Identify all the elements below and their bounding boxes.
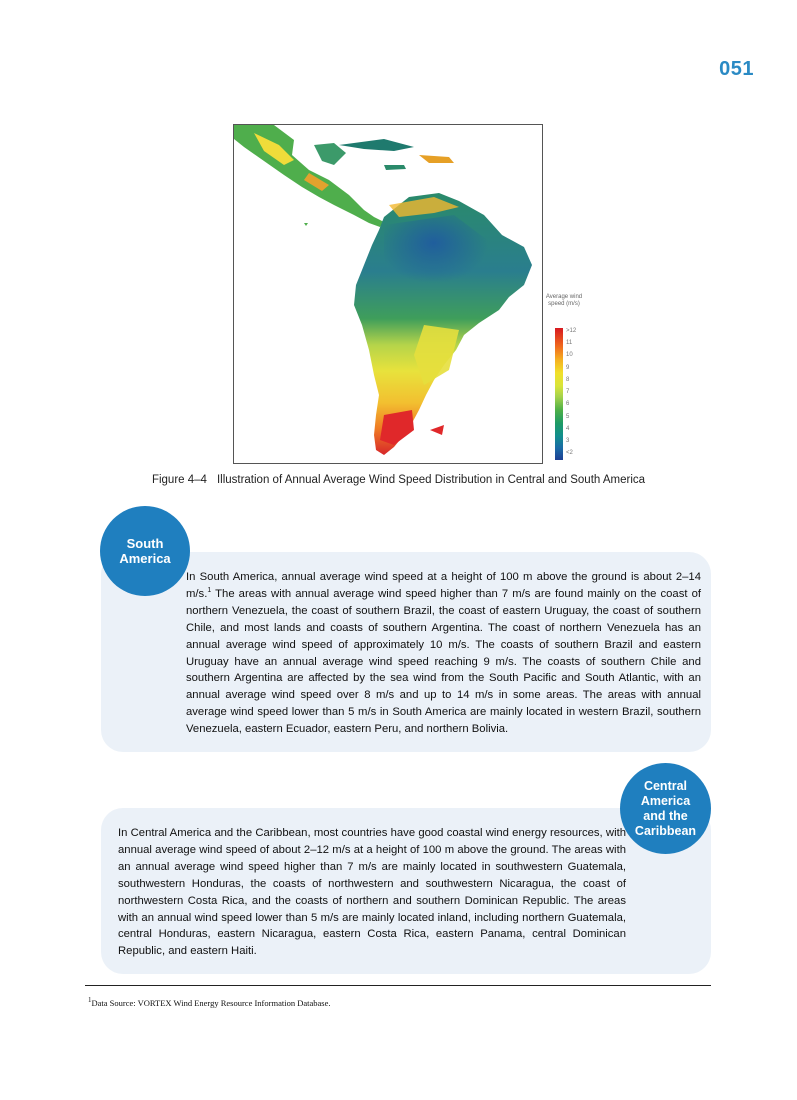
legend-tick: >12 <box>566 328 577 334</box>
legend-tick: 7 <box>566 389 570 395</box>
legend-tick: 11 <box>566 340 573 346</box>
legend-ticks <box>566 328 586 460</box>
footnote-reference[interactable]: 1 <box>207 587 212 595</box>
south-america-badge-label: South America <box>119 536 171 566</box>
figure-caption-text: Illustration of Annual Average Wind Speed Distribution in Central and South America <box>216 474 646 486</box>
legend-tick: 3 <box>566 438 570 444</box>
footnote-text: Data Source: VORTEX Wind Energy Resource Information Database. <box>91 998 331 1008</box>
legend-colorbar <box>555 328 563 460</box>
legend-tick: 6 <box>566 401 570 407</box>
central-america-badge <box>620 763 711 854</box>
south-america-badge <box>100 506 190 596</box>
map-legend <box>545 294 587 456</box>
legend-tick: 8 <box>566 377 570 383</box>
central-america-panel <box>101 808 711 974</box>
figure-number: Figure 4–4 <box>151 474 207 486</box>
south-america-text-lead: In South America, annual average wind speed at a height of 100 m above the ground is about 2–14 m/s. <box>186 571 701 600</box>
page-number: 051 <box>719 58 754 80</box>
legend-title: Average wind speed (m/s) <box>545 294 583 307</box>
footnote-divider <box>85 985 711 986</box>
footnote <box>88 998 330 1008</box>
central-america-badge-label: Central America and the Caribbean <box>634 778 697 838</box>
central-america-text: In Central America and the Caribbean, most countries have good coastal wind energy resources, with annual average wind speed of about 2–12 m/s at a height of 100 m above the ground. The areas with an annual average wind speed higher than 7 m/s are mainly located in southwestern Guatemala, southwestern Honduras, the coasts of northwestern and southwestern Nicaragua, the coast of northwestern Costa Rica, and the coasts of northern and southern Dominican Republic. The areas with an annual wind speed lower than 5 m/s are mainly located inland, including northern Guatemala, central Honduras, eastern Nicaragua, eastern Costa Rica, eastern Panama, central Dominican Republic, and eastern Haiti. <box>118 827 626 958</box>
legend-tick: 4 <box>566 426 570 432</box>
legend-tick: <2 <box>566 450 573 456</box>
caribbean-islands <box>339 139 414 151</box>
wind-speed-map <box>233 124 543 464</box>
south-america-panel <box>101 552 711 752</box>
figure-caption <box>0 474 797 486</box>
map-illustration <box>234 125 542 463</box>
footnote-marker: 1 <box>88 996 92 1005</box>
legend-tick: 10 <box>566 352 573 358</box>
south-america-text-body: The areas with annual average wind speed higher than 7 m/s are found mainly on the coast of northern Venezuela, the coast of southern Brazil, the coast of eastern Uruguay, the coast of southern Chile, and most lands and coasts of southern Argentina. The coast of northern Venezuela has an annual average wind speed of approximately 10 m/s. The coasts of southern Brazil and eastern Uruguay have an annual average wind speed reaching 9 m/s. The coasts of southern Chile and southern Argentina are affected by the sea wind from the South Pacific and South Atlantic, with an annual average wind speed over 8 m/s and up to 14 m/s in some areas. The areas with annual average wind speed lower than 5 m/s in South America are mainly located in western Brazil, southern Venezuela, eastern Ecuador, eastern Peru, and northern Bolivia. <box>186 587 701 736</box>
legend-tick: 5 <box>566 414 570 420</box>
legend-tick: 9 <box>566 365 570 371</box>
south-america-text <box>186 569 701 738</box>
